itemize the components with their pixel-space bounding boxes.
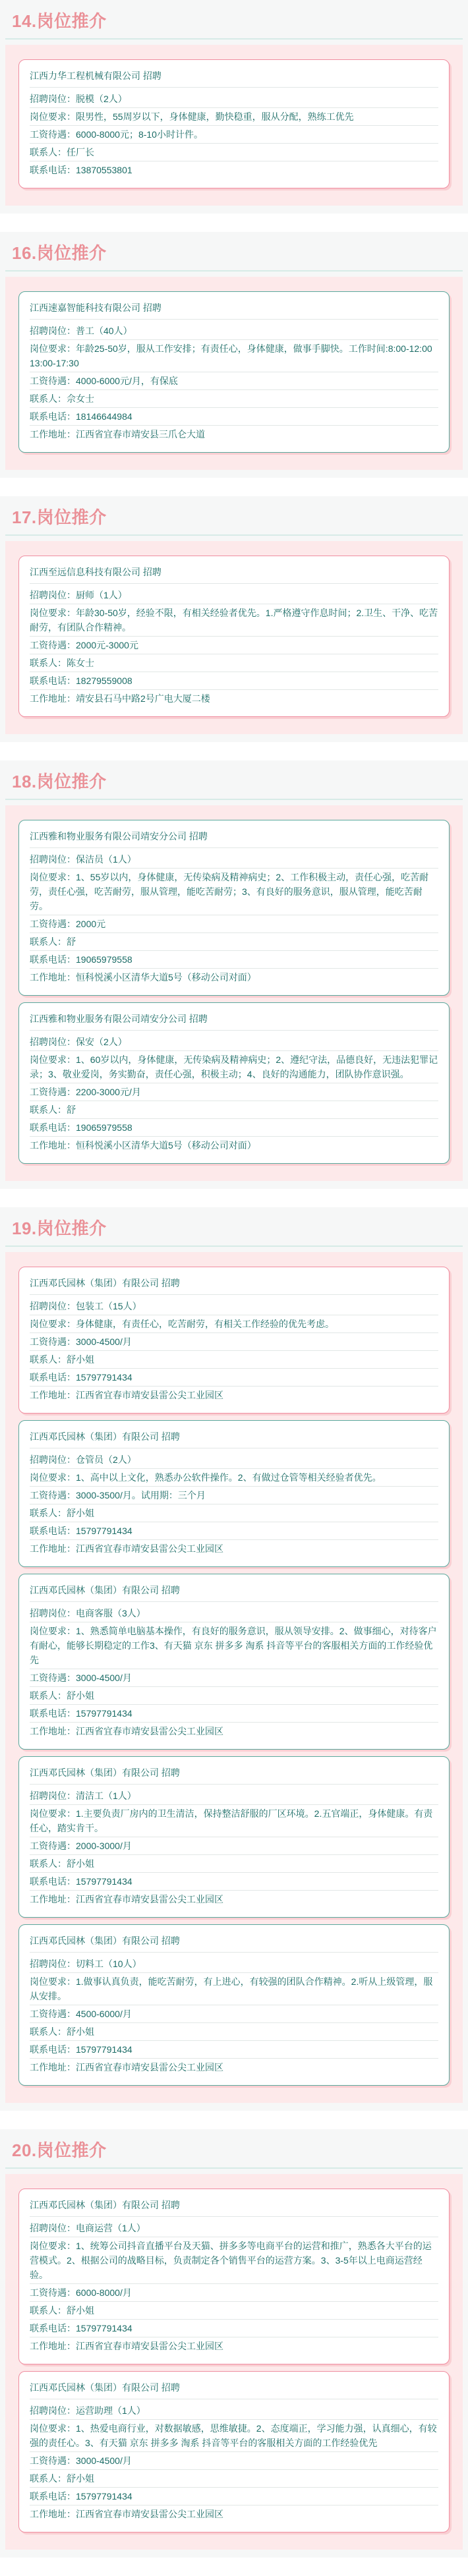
job-detail-row: 工资待遇：2000元 — [30, 915, 438, 933]
job-detail-row: 招聘岗位：普工（40人） — [30, 322, 438, 340]
company-name: 江西雅和物业服务有限公司靖安分公司 招聘 — [30, 1012, 438, 1031]
job-detail-row: 联系人：舒 — [30, 1101, 438, 1119]
job-card — [18, 1002, 450, 1164]
job-detail-row: 工资待遇：4500-6000/月 — [30, 2005, 438, 2023]
company-name: 江西邓氏园林（集团）有限公司 招聘 — [30, 1276, 438, 1295]
job-detail-row: 招聘岗位：切料工（10人） — [30, 1955, 438, 1973]
job-detail-row: 招聘岗位：仓管员（2人） — [30, 1451, 438, 1469]
section-header — [0, 760, 468, 800]
job-detail-row: 岗位要求：1、熟悉简单电脑基本操作，有良好的服务意识，服从领导安排。2、做事细心，对待客户有耐心，能够长期稳定的工作3、有天猫 京东 拼多多 淘系 抖音等平台的客服相关方面的工作经验优先 — [30, 1622, 438, 1669]
job-detail-row: 工作地址：江西省宜春市靖安县雷公尖工业园区 — [30, 1894, 223, 1904]
company-name: 江西邓氏园林（集团）有限公司 招聘 — [30, 1430, 438, 1448]
job-detail-row: 工作地址：靖安县石马中路2号广电大厦二楼 — [30, 693, 210, 704]
job-detail-row: 联系人：舒小姐 — [30, 2470, 438, 2488]
section-header — [0, 0, 468, 40]
job-card — [18, 820, 450, 996]
job-detail-row: 联系电话：15797791434 — [30, 2041, 438, 2059]
section-divider — [5, 1245, 463, 1247]
company-name: 江西邓氏园林（集团）有限公司 招聘 — [30, 1766, 438, 1785]
job-detail-row: 工作地址：江西省宜春市靖安县雷公尖工业园区 — [30, 2509, 223, 2519]
section-divider — [5, 799, 463, 800]
job-detail-row: 招聘岗位：脱模（2人） — [30, 90, 438, 108]
job-detail-row: 招聘岗位：电商客服（3人） — [30, 1605, 438, 1622]
job-detail-row: 联系人：任厂长 — [30, 144, 438, 161]
company-name: 江西邓氏园林（集团）有限公司 招聘 — [30, 2381, 438, 2399]
section-title: 16.岗位推介 — [12, 243, 107, 263]
section-title: 18.岗位推介 — [12, 771, 107, 791]
job-detail-row: 岗位要求：1、高中以上文化，熟悉办公软件操作。2、有做过仓管等相关经验者优先。 — [30, 1469, 438, 1487]
company-name: 江西力华工程机械有限公司 招聘 — [30, 69, 438, 88]
section-panel — [5, 45, 463, 206]
job-detail-row: 工资待遇：6000-8000/月 — [30, 2284, 438, 2302]
job-detail-row: 联系人：舒 — [30, 933, 438, 951]
job-card — [18, 1756, 450, 1918]
section-header — [0, 2129, 468, 2169]
section-panel — [5, 2174, 463, 2550]
job-detail-row: 招聘岗位：清洁工（1人） — [30, 1787, 438, 1805]
job-detail-row: 工作地址：江西省宜春市靖安县雷公尖工业园区 — [30, 2341, 223, 2351]
job-detail-row: 工作地址：江西省宜春市靖安县雷公尖工业园区 — [30, 1726, 223, 1736]
job-detail-row: 岗位要求：1、60岁以内，身体健康，无传染病及精神病史；2、遵纪守法，品德良好，无违法犯罪记录；3、敬业爱岗，务实勤奋，责任心强，积极主动；4、良好的沟通能力，团队协作意识强。 — [30, 1051, 438, 1083]
job-section — [0, 496, 468, 742]
section-divider — [5, 534, 463, 536]
section-title: 20.岗位推介 — [12, 2140, 107, 2160]
job-card — [18, 59, 450, 188]
job-detail-row: 联系电话：15797791434 — [30, 1522, 438, 1540]
job-detail-row: 联系电话：15797791434 — [30, 2320, 438, 2337]
job-detail-row: 招聘岗位：保安（2人） — [30, 1033, 438, 1051]
job-detail-row: 工资待遇：2000-3000/月 — [30, 1837, 438, 1855]
company-name: 江西邓氏园林（集团）有限公司 招聘 — [30, 1584, 438, 1602]
section-divider — [5, 38, 463, 40]
job-detail-row: 工作地址：江西省宜春市靖安县雷公尖工业园区 — [30, 1543, 223, 1554]
job-detail-row: 岗位要求：1、热爱电商行业，对数据敏感，思维敏捷。2、态度端正，学习能力强，认真细心，有较强的责任心。3、有天猫 京东 拼多多 淘系 抖音等平台的客服相关方面的工作经验优先 — [30, 2420, 438, 2452]
section-panel — [5, 277, 463, 470]
job-detail-row: 招聘岗位：厨师（1人） — [30, 587, 438, 604]
job-detail-row: 招聘岗位：电商运营（1人） — [30, 2219, 438, 2237]
job-detail-row: 联系人：舒小姐 — [30, 1855, 438, 1873]
job-detail-row: 工资待遇：3000-4500/月 — [30, 2452, 438, 2470]
job-detail-row: 招聘岗位：保洁员（1人） — [30, 851, 438, 869]
job-detail-row: 工资待遇：3000-4500/月 — [30, 1669, 438, 1687]
job-detail-row: 联系人：舒小姐 — [30, 1351, 438, 1369]
job-detail-row: 联系人：陈女士 — [30, 654, 438, 672]
job-detail-row: 岗位要求：1.主要负责厂房内的卫生清洁，保持整洁舒服的厂区环境。2.五官端正，身体健康。有责任心，踏实肯干。 — [30, 1805, 438, 1837]
section-panel — [5, 805, 463, 1181]
job-detail-row: 岗位要求：限男性，55周岁以下，身体健康，勤快稳重，服从分配，熟练工优先 — [30, 108, 438, 126]
job-detail-row: 工作地址：恒科悦溪小区清华大道5号（移动公司对面） — [30, 1140, 256, 1151]
job-detail-row: 联系电话：15797791434 — [30, 2488, 438, 2505]
job-card — [18, 556, 450, 717]
section-gap — [0, 478, 468, 496]
job-section — [0, 2129, 468, 2558]
company-name: 江西邓氏园林（集团）有限公司 招聘 — [30, 1934, 438, 1953]
job-detail-row: 联系人：舒小姐 — [30, 1687, 438, 1705]
job-card — [18, 1574, 450, 1750]
job-detail-row: 联系电话：18146644984 — [30, 408, 438, 426]
job-detail-row: 联系人：舒小姐 — [30, 1504, 438, 1522]
job-detail-row: 工资待遇：4000-6000元/月，有保底 — [30, 372, 438, 390]
job-detail-row: 岗位要求：身体健康，有责任心，吃苦耐劳，有相关工作经验的优先考虑。 — [30, 1315, 438, 1333]
job-detail-row: 招聘岗位：运营助理（1人） — [30, 2402, 438, 2420]
job-detail-row: 工资待遇：3000-3500/月。试用期：三个月 — [30, 1487, 438, 1504]
job-detail-row: 联系电话：15797791434 — [30, 1873, 438, 1891]
section-title: 19.岗位推介 — [12, 1218, 107, 1238]
job-card — [18, 2189, 450, 2364]
job-section — [0, 232, 468, 478]
job-detail-row: 工作地址：江西省宜春市靖安县雷公尖工业园区 — [30, 2062, 223, 2073]
job-detail-row: 联系人：舒小姐 — [30, 2302, 438, 2320]
job-card — [18, 291, 450, 453]
job-section — [0, 760, 468, 1189]
job-detail-row: 联系电话：18279559008 — [30, 672, 438, 690]
job-detail-row: 工资待遇：6000-8000元；8-10小时计件。 — [30, 126, 438, 144]
job-detail-row: 岗位要求：年龄25-50岁，服从工作安排；有责任心，身体健康，做事手脚快。工作时间:8:00-12:00 13:00-17:30 — [30, 340, 438, 372]
company-name: 江西至远信息科技有限公司 招聘 — [30, 565, 438, 584]
section-gap — [0, 2111, 468, 2129]
job-detail-row: 工作地址：江西省宜春市靖安县雷公尖工业园区 — [30, 1390, 223, 1400]
job-detail-row: 联系电话：19065979558 — [30, 1119, 438, 1137]
job-detail-row: 联系电话：19065979558 — [30, 951, 438, 969]
job-detail-row: 岗位要求：1.做事认真负责，能吃苦耐劳，有上进心，有较强的团队合作精神。2.听从上级管理，服从安排。 — [30, 1973, 438, 2005]
section-panel — [5, 541, 463, 734]
job-detail-row: 联系电话：15797791434 — [30, 1369, 438, 1387]
job-detail-row: 工资待遇：2000元-3000元 — [30, 637, 438, 654]
job-section — [0, 0, 468, 214]
company-name: 江西雅和物业服务有限公司靖安分公司 招聘 — [30, 830, 438, 848]
job-detail-row: 联系人：舒小姐 — [30, 2023, 438, 2041]
company-name: 江西速嘉智能科技有限公司 招聘 — [30, 301, 438, 320]
section-header — [0, 1207, 468, 1247]
section-title: 17.岗位推介 — [12, 507, 107, 527]
company-name: 江西邓氏园林（集团）有限公司 招聘 — [30, 2198, 438, 2217]
section-divider — [5, 270, 463, 272]
section-gap — [0, 1189, 468, 1207]
job-card — [18, 2371, 450, 2533]
job-detail-row: 工资待遇：3000-4500/月 — [30, 1333, 438, 1351]
job-detail-row: 工作地址：江西省宜春市靖安县三爪仑大道 — [30, 429, 205, 440]
section-header — [0, 496, 468, 536]
job-card — [18, 1924, 450, 2086]
job-detail-row: 工作地址：恒科悦溪小区清华大道5号（移动公司对面） — [30, 972, 256, 983]
section-panel — [5, 1252, 463, 2103]
job-section — [0, 1207, 468, 2111]
section-divider — [5, 2167, 463, 2169]
job-detail-row: 工资待遇：2200-3000元/月 — [30, 1083, 438, 1101]
job-detail-row: 招聘岗位：包装工（15人） — [30, 1298, 438, 1315]
job-detail-row: 联系电话：15797791434 — [30, 1705, 438, 1723]
job-detail-row: 岗位要求：年龄30-50岁，经验不限，有相关经验者优先。1.严格遵守作息时间；2.卫生、干净、吃苦耐劳，有团队合作精神。 — [30, 604, 438, 637]
job-card — [18, 1420, 450, 1567]
section-header — [0, 232, 468, 272]
section-gap — [0, 214, 468, 232]
job-detail-row: 联系电话：13870553801 — [30, 165, 132, 175]
job-detail-row: 联系人：佘女士 — [30, 390, 438, 408]
job-detail-row: 岗位要求：1、统筹公司抖音直播平台及天猫、拼多多等电商平台的运营和推广，熟悉各大平台的运营模式。2、根据公司的战略目标，负责制定各个销售平台的运营方案。3、3-5年以上电商运营经验。 — [30, 2237, 438, 2284]
job-card — [18, 1267, 450, 1414]
section-gap — [0, 2558, 468, 2576]
job-detail-row: 岗位要求：1、55岁以内，身体健康，无传染病及精神病史；2、工作积极主动，责任心强，吃苦耐劳，责任心强，吃苦耐劳，服从管理，能吃苦耐劳；3、有良好的服务意识，服从管理，能吃苦耐劳。 — [30, 869, 438, 915]
section-gap — [0, 742, 468, 760]
section-title: 14.岗位推介 — [12, 11, 107, 31]
